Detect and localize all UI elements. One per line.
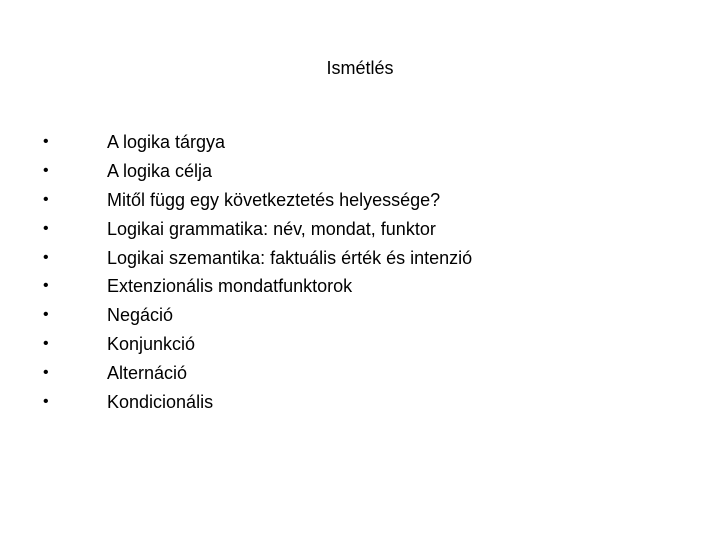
bullet-icon: • — [43, 277, 49, 295]
bullet-icon: • — [43, 190, 49, 208]
list-item — [0, 244, 720, 273]
list-item-text: Mitől függ egy következtetés helyessége? — [107, 189, 441, 210]
list-item — [0, 272, 720, 301]
list-item — [0, 359, 720, 388]
list-item — [0, 330, 720, 359]
bullet-icon: • — [43, 133, 49, 150]
list-item-text: Extenzionális mondatfunktorok — [107, 276, 353, 297]
list-item — [0, 157, 720, 186]
list-item — [0, 215, 720, 244]
list-item — [0, 301, 720, 330]
list-item-text: Logikai szemantika: faktuális érték és intenzió — [107, 247, 473, 268]
list-item-text: Kondicionális — [107, 392, 214, 413]
list-item-text: Konjunkció — [107, 334, 196, 355]
bullet-list — [0, 128, 720, 417]
bullet-icon: • — [43, 364, 49, 382]
list-item-text: Logikai grammatika: név, mondat, funktor — [107, 218, 436, 239]
list-item-text: A logika tárgya — [107, 132, 226, 152]
list-item — [0, 388, 720, 417]
bullet-icon: • — [43, 219, 49, 237]
list-item — [0, 186, 720, 215]
list-item — [0, 128, 720, 157]
bullet-icon: • — [43, 248, 49, 266]
bullet-icon: • — [43, 161, 49, 179]
list-item-text: Alternáció — [107, 363, 188, 384]
list-item-text: A logika célja — [107, 160, 213, 181]
slide-title: Ismétlés — [326, 58, 394, 78]
bullet-icon: • — [43, 306, 49, 324]
list-item-text: Negáció — [107, 305, 174, 326]
bullet-icon: • — [43, 335, 49, 353]
bullet-icon: • — [43, 393, 49, 411]
